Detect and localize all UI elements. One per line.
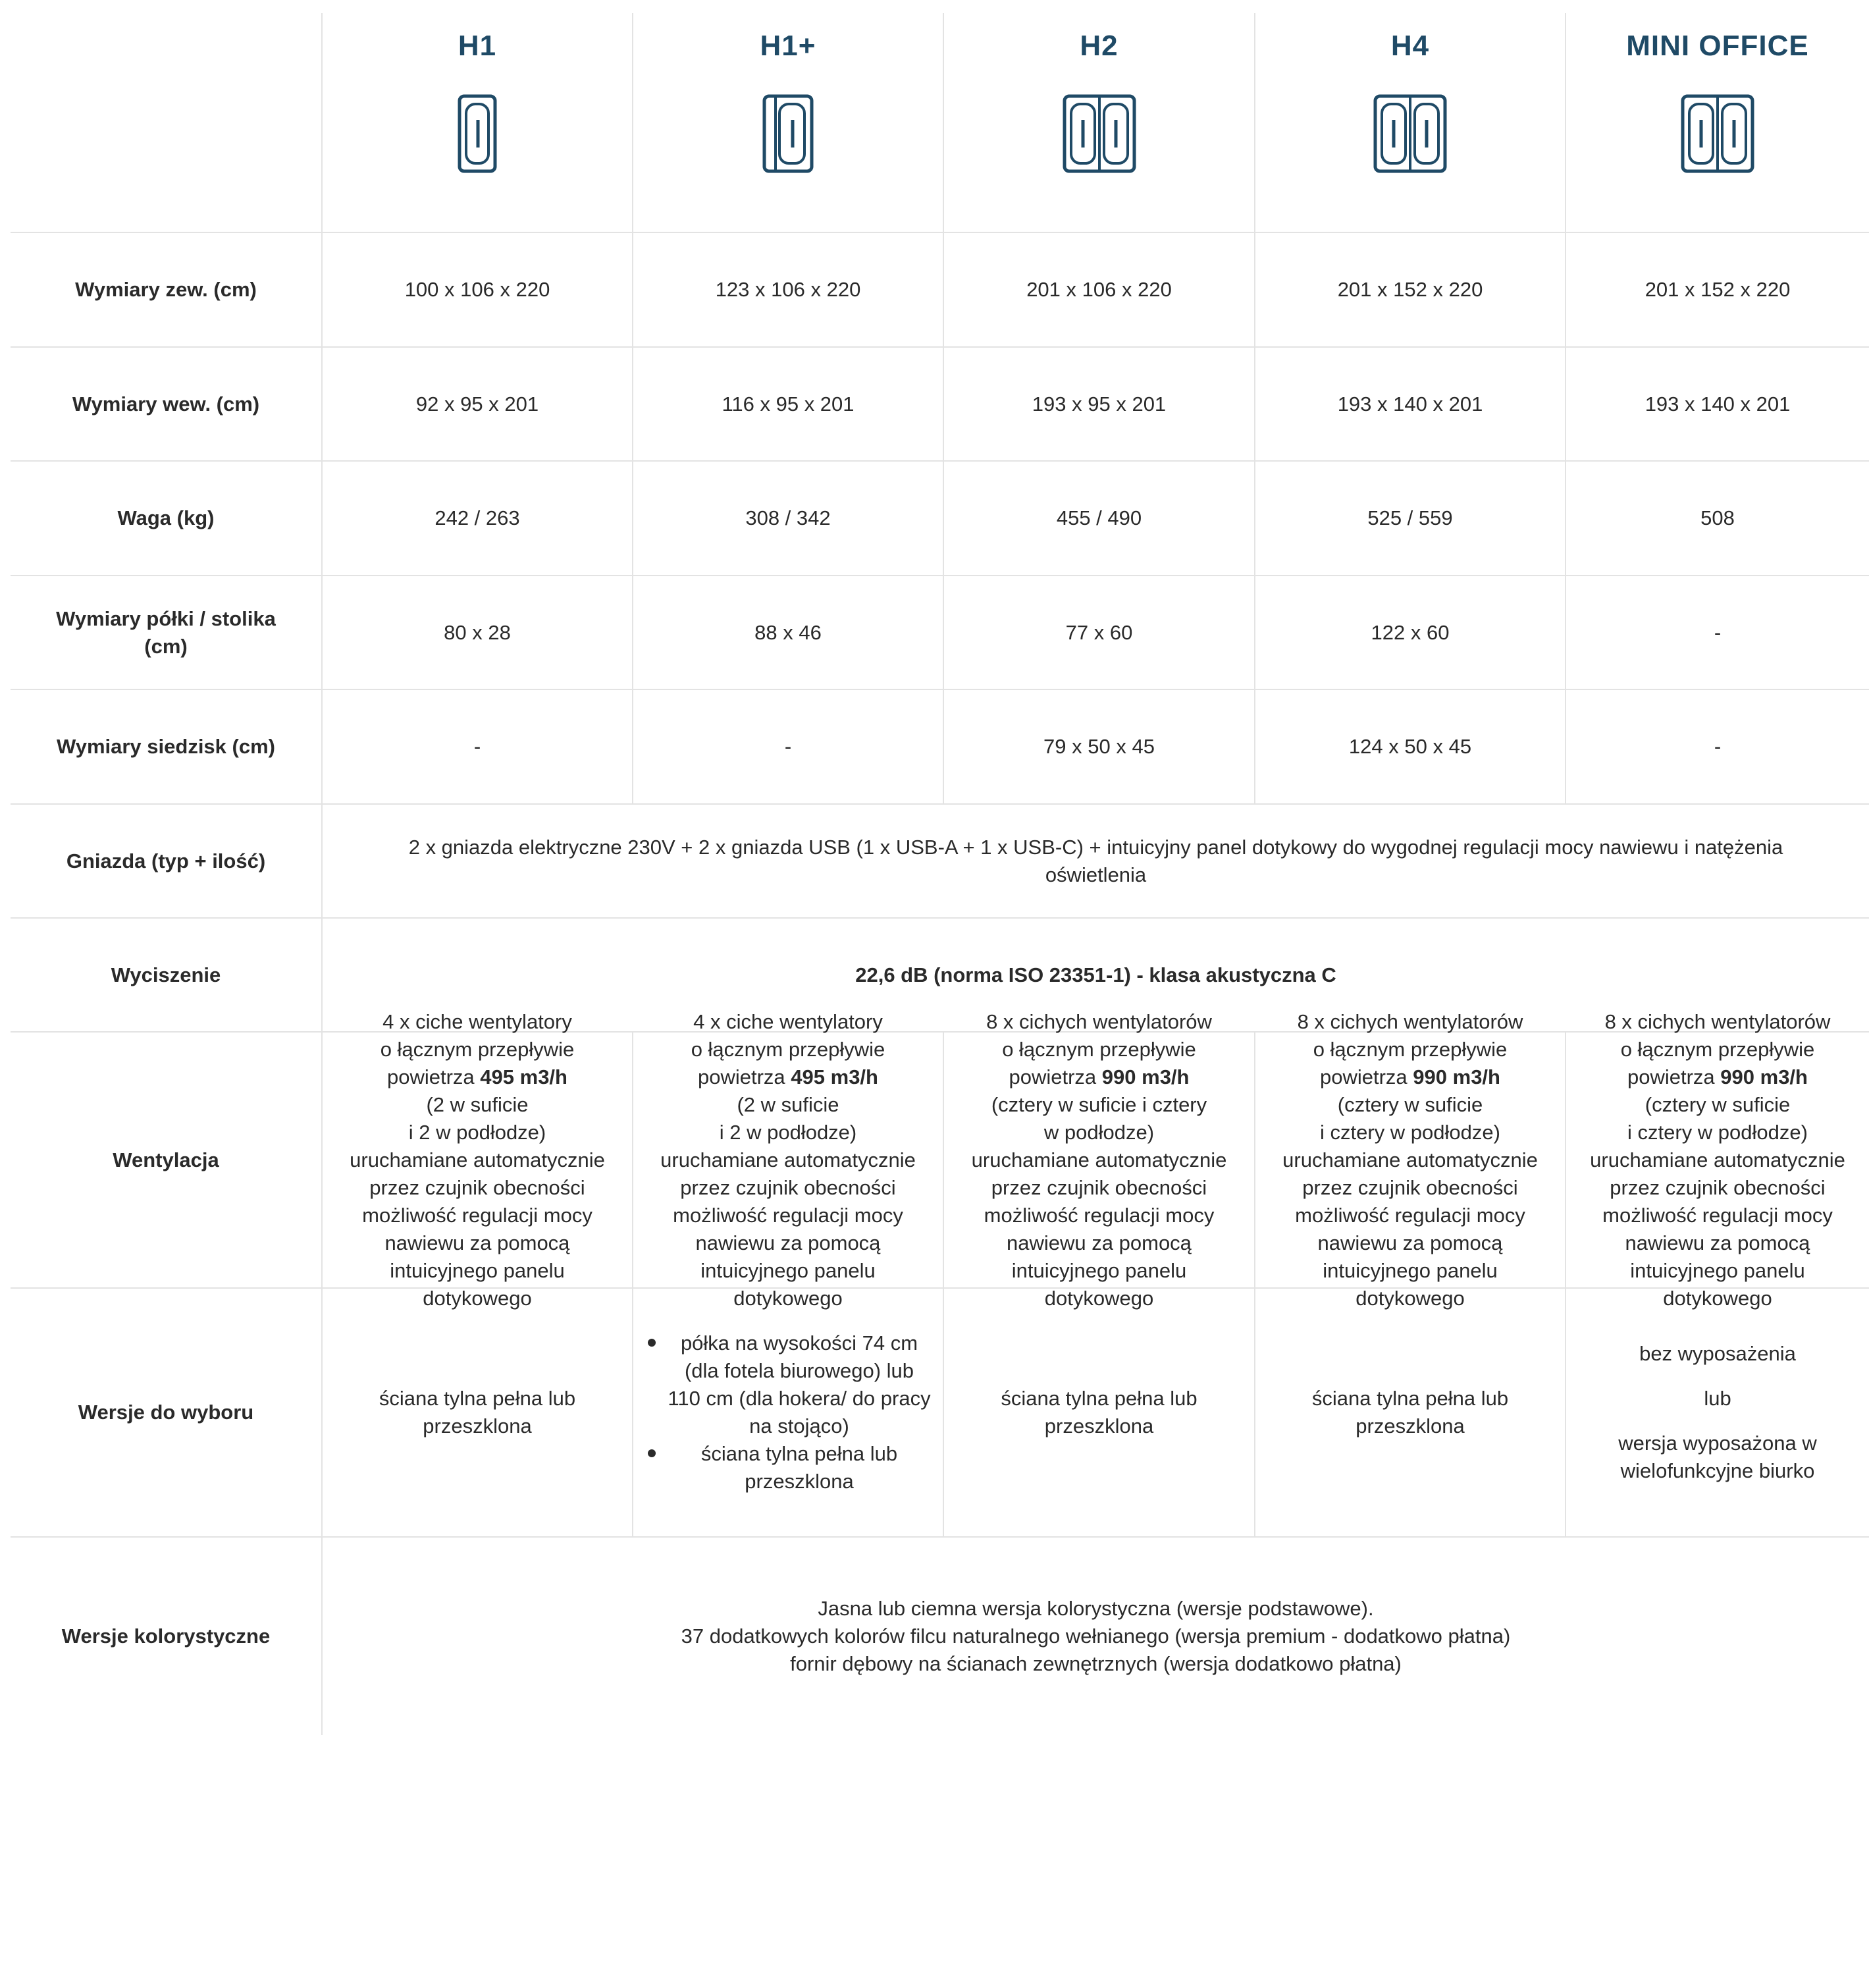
table-cell: 508 [1565, 462, 1869, 576]
table-cell: 77 x 60 [943, 576, 1254, 690]
vent-line: o łącznym przepływie [380, 1037, 575, 1061]
row-label: Wymiary siedzisk (cm) [11, 690, 321, 805]
vent-regulation: możliwość regulacji mocy nawiewu za pomocą intuicyjnego panelu dotykowego [362, 1203, 592, 1310]
color-line: fornir dębowy na ścianach zewnętrznych (wersja dodatkowo płatna) [790, 1652, 1402, 1675]
table-cell: 122 x 60 [1254, 576, 1565, 690]
vent-regulation: możliwość regulacji mocy nawiewu za pomocą intuicyjnego panelu dotykowego [1602, 1203, 1833, 1310]
vent-line: (cztery w suficie [1337, 1092, 1483, 1116]
table-cell: 201 x 106 x 220 [943, 233, 1254, 348]
header-h1 [321, 13, 632, 233]
airflow-value: 495 m3/h [791, 1065, 878, 1088]
ventilation-cell [943, 1009, 1254, 1310]
row-label: Wentylacja [11, 1033, 321, 1289]
model-name: H2 [1080, 30, 1119, 62]
version-text: ściana tylna pełna lub przeszklona [379, 1387, 576, 1437]
row-label: Wersje kolorystyczne [61, 1625, 271, 1648]
colors-cell [321, 1538, 1869, 1735]
header-mini-office [1565, 13, 1869, 233]
table-cell: 116 x 95 x 201 [632, 348, 943, 462]
version-text: ściana tylna pełna lub przeszklona [1311, 1387, 1509, 1437]
versions-cell [943, 1289, 1254, 1538]
vent-line: 4 x ciche wentylatory [693, 1009, 883, 1033]
list-item: półka na wysokości 74 cm (dla fotela biurowego) lub 110 cm (dla hokera/ do pracy na stojąco) [645, 1330, 931, 1440]
table-cell: 80 x 28 [321, 576, 632, 690]
airflow-value: 990 m3/h [1720, 1065, 1808, 1088]
vent-line: powietrza 495 m3/h [698, 1065, 878, 1088]
vent-line: 8 x cichych wentylatorów [986, 1009, 1212, 1033]
version-list [645, 1330, 931, 1495]
airflow-value: 990 m3/h [1101, 1065, 1190, 1088]
row-label: Waga (kg) [11, 462, 321, 576]
version-text: lub [1704, 1387, 1731, 1410]
table-cell: 193 x 95 x 201 [943, 348, 1254, 462]
vent-auto: uruchamiane automatycznie przez czujnik obecności [1282, 1148, 1538, 1199]
row-label: Wyciszenie [11, 919, 321, 1033]
vent-line: powietrza 990 m3/h [1009, 1065, 1190, 1088]
table-cell: 124 x 50 x 45 [1254, 690, 1565, 805]
model-name: H1 [458, 30, 497, 62]
table-cell: - [1565, 576, 1869, 690]
version-text: wersja wyposażona w wielofunkcyjne biurko [1618, 1432, 1817, 1482]
large-double-door-booth-icon [1367, 91, 1453, 176]
ventilation-cell [1565, 1009, 1869, 1310]
table-cell: 455 / 490 [943, 462, 1254, 576]
table-cell: 193 x 140 x 201 [1254, 348, 1565, 462]
vent-regulation: możliwość regulacji mocy nawiewu za pomocą intuicyjnego panelu dotykowego [984, 1203, 1215, 1310]
version-text: bez wyposażenia [1639, 1342, 1796, 1365]
table-cell: 201 x 152 x 220 [1565, 233, 1869, 348]
vent-line: o łącznym przepływie [1620, 1037, 1815, 1061]
vent-line: i cztery w podłodze) [1320, 1120, 1500, 1144]
vent-line: powietrza 495 m3/h [387, 1065, 567, 1088]
vent-line: 4 x ciche wentylatory [382, 1009, 572, 1033]
table-cell: 123 x 106 x 220 [632, 233, 943, 348]
table-cell: 525 / 559 [1254, 462, 1565, 576]
versions-cell [1254, 1289, 1565, 1538]
row-label: Wymiary półki / stolika (cm) [11, 576, 321, 690]
table-cell-merged: 22,6 dB (norma ISO 23351-1) - klasa akustyczna C [321, 919, 1869, 1033]
table-cell: 193 x 140 x 201 [1565, 348, 1869, 462]
vent-regulation: możliwość regulacji mocy nawiewu za pomocą intuicyjnego panelu dotykowego [673, 1203, 903, 1310]
comparison-table [11, 13, 1869, 1735]
vent-regulation: możliwość regulacji mocy nawiewu za pomocą intuicyjnego panelu dotykowego [1295, 1203, 1525, 1310]
table-cell: 242 / 263 [321, 462, 632, 576]
office-double-door-booth-icon [1675, 91, 1760, 176]
list-item: ściana tylna pełna lub przeszklona [645, 1440, 931, 1495]
vent-line: o łącznym przepływie [1002, 1037, 1196, 1061]
header-h1plus [632, 13, 943, 233]
single-door-booth-icon [434, 91, 520, 176]
table-cell-merged: 2 x gniazda elektryczne 230V + 2 x gniazda USB (1 x USB-A + 1 x USB-C) + intuicyjny panel dotykowy do wygodnej regulacji mocy nawiewu i natężenia oświetlenia [321, 805, 1869, 919]
vent-auto: uruchamiane automatycznie przez czujnik obecności [1590, 1148, 1845, 1199]
airflow-value: 495 m3/h [480, 1065, 567, 1088]
versions-cell [1565, 1289, 1869, 1538]
airflow-value: 990 m3/h [1413, 1065, 1500, 1088]
table-corner [11, 13, 321, 233]
vent-line: powietrza 990 m3/h [1320, 1065, 1500, 1088]
table-cell: - [1565, 690, 1869, 805]
vent-line: w podłodze) [1043, 1120, 1155, 1144]
ventilation-cell [1254, 1009, 1565, 1310]
vent-line: (2 w suficie [737, 1092, 839, 1116]
ventilation-cell [632, 1009, 943, 1310]
row-label: Wersje do wyboru [11, 1289, 321, 1538]
vent-line: i 2 w podłodze) [408, 1120, 546, 1144]
double-door-booth-icon [1057, 91, 1142, 176]
color-line: 37 dodatkowych kolorów filcu naturalnego wełnianego (wersja premium - dodatkowo płatna) [681, 1625, 1511, 1648]
table-cell: 92 x 95 x 201 [321, 348, 632, 462]
versions-cell [321, 1289, 632, 1538]
table-cell: - [321, 690, 632, 805]
vent-line: o łącznym przepływie [691, 1037, 885, 1061]
vent-line: (cztery w suficie i cztery [991, 1092, 1207, 1116]
vent-auto: uruchamiane automatycznie przez czujnik obecności [660, 1148, 916, 1199]
vent-auto: uruchamiane automatycznie przez czujnik obecności [971, 1148, 1227, 1199]
model-name: MINI OFFICE [1626, 30, 1809, 62]
vent-line: o łącznym przepływie [1313, 1037, 1508, 1061]
header-h2 [943, 13, 1254, 233]
versions-cell [632, 1289, 943, 1538]
vent-line: i 2 w podłodze) [719, 1120, 857, 1144]
vent-line: powietrza 990 m3/h [1627, 1065, 1808, 1088]
header-h4 [1254, 13, 1565, 233]
wide-single-door-booth-icon [745, 91, 831, 176]
model-name: H1+ [760, 30, 816, 62]
vent-auto: uruchamiane automatycznie przez czujnik obecności [350, 1148, 605, 1199]
row-label: Gniazda (typ + ilość) [11, 805, 321, 919]
vent-line: (2 w suficie [426, 1092, 529, 1116]
table-cell: 79 x 50 x 45 [943, 690, 1254, 805]
table-cell: - [632, 690, 943, 805]
version-text: ściana tylna pełna lub przeszklona [1001, 1387, 1198, 1437]
model-name: H4 [1390, 30, 1430, 62]
row-label: Wymiary wew. (cm) [11, 348, 321, 462]
vent-line: i cztery w podłodze) [1627, 1120, 1808, 1144]
table-cell: 201 x 152 x 220 [1254, 233, 1565, 348]
color-line: Jasna lub ciemna wersja kolorystyczna (wersje podstawowe). [818, 1597, 1374, 1620]
table-cell: 308 / 342 [632, 462, 943, 576]
vent-line: 8 x cichych wentylatorów [1297, 1009, 1523, 1033]
row-label: Wymiary zew. (cm) [11, 233, 321, 348]
table-cell: 100 x 106 x 220 [321, 233, 632, 348]
ventilation-cell [321, 1009, 632, 1310]
vent-line: (cztery w suficie [1645, 1092, 1791, 1116]
vent-line: 8 x cichych wentylatorów [1604, 1009, 1831, 1033]
table-cell: 88 x 46 [632, 576, 943, 690]
